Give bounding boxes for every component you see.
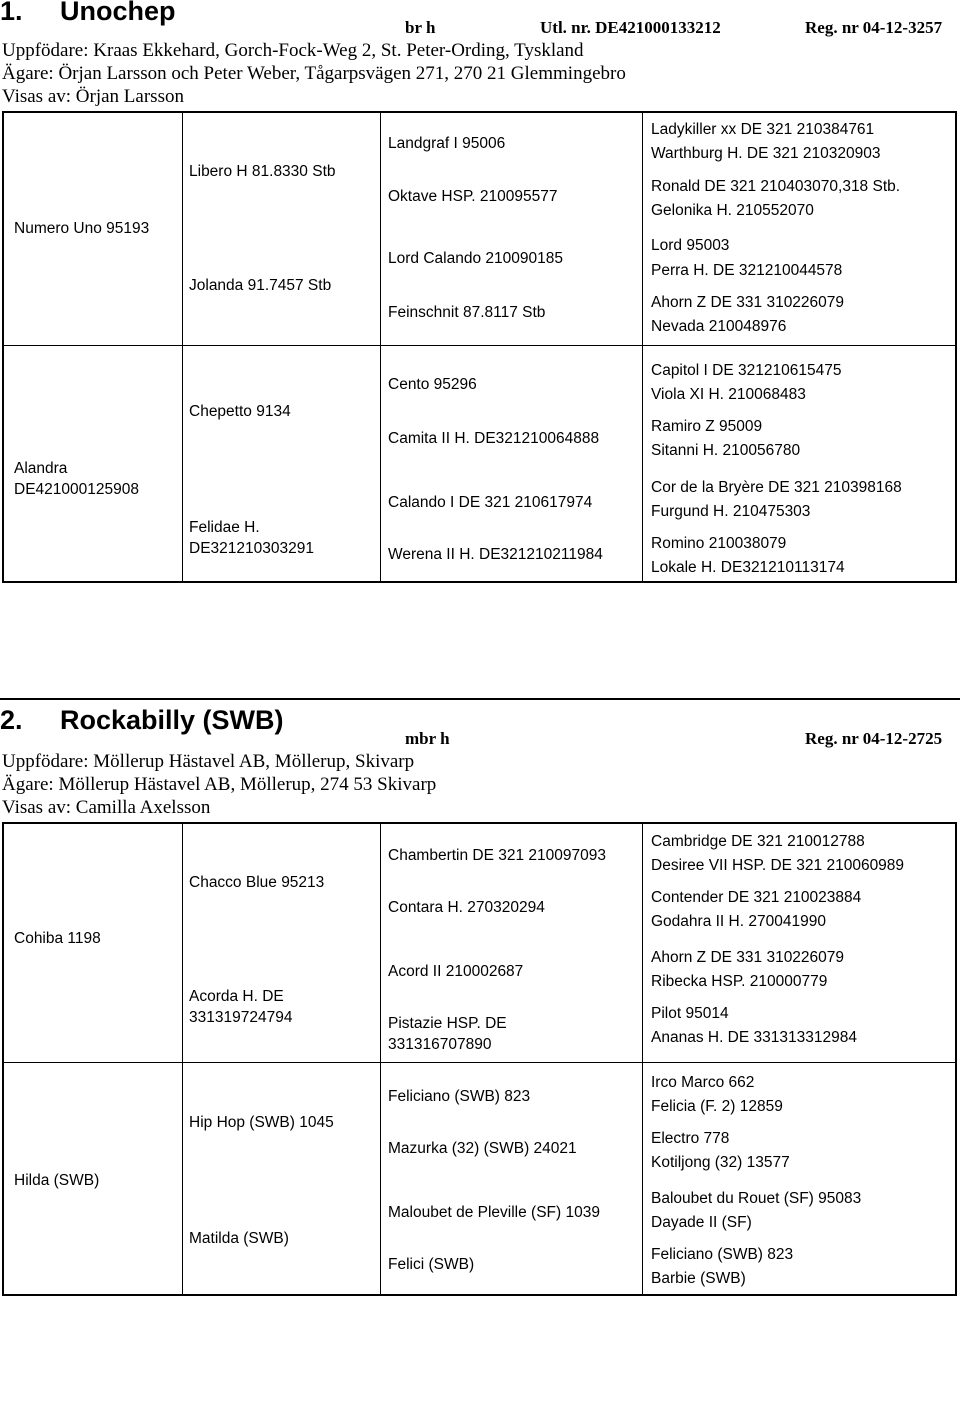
gen3-ancestor: Oktave HSP. 210095577: [388, 188, 558, 205]
gen4-dam: Felicia (F. 2) 12859: [651, 1098, 783, 1115]
sire: Cohiba 1198: [14, 930, 101, 947]
gen3-ancestor: Feliciano (SWB) 823: [388, 1088, 531, 1105]
gen4-dam: Gelonika H. 210552070: [651, 202, 814, 219]
gen3-ancestor: Contara H. 270320294: [388, 899, 545, 916]
breeder-line: Uppfödare: Möllerup Hästavel AB, Möllerup, Skivarp: [2, 751, 415, 772]
horse-color-sex: br h: [405, 18, 436, 37]
gen4-dam: Lokale H. DE321210113174: [651, 559, 845, 576]
sire-sire: Chacco Blue 95213: [189, 874, 325, 891]
gen4-dam: Ribecka HSP. 210000779: [651, 973, 828, 990]
shown-by-line: Visas av: Camilla Axelsson: [2, 797, 211, 818]
gen3-ancestor: Acord II 210002687: [388, 963, 524, 980]
gen4-sire: Contender DE 321 210023884: [651, 889, 862, 906]
gen4-dam: Godahra II H. 270041990: [651, 913, 826, 930]
gen4-sire: Pilot 95014: [651, 1005, 729, 1022]
dam-sire: Chepetto 9134: [189, 403, 291, 420]
horse-name: Rockabilly (SWB): [60, 705, 284, 735]
gen4-dam: Nevada 210048976: [651, 318, 787, 335]
gen3-ancestor: Maloubet de Pleville (SF) 1039: [388, 1204, 600, 1221]
gen3-ancestor: Lord Calando 210090185: [388, 250, 563, 267]
dam-sire: Hip Hop (SWB) 1045: [189, 1114, 334, 1131]
dam-dam: Felidae H. DE321210303291: [189, 519, 314, 557]
pedigree-table: [2, 111, 957, 583]
sire: Numero Uno 95193: [14, 220, 150, 237]
gen4-dam: Sitanni H. 210056780: [651, 442, 801, 459]
gen3-ancestor: Mazurka (32) (SWB) 24021: [388, 1140, 577, 1157]
gen4-sire: Romino 210038079: [651, 535, 787, 552]
gen4-sire: Ahorn Z DE 331 310226079: [651, 294, 845, 311]
horse-name: Unochep: [60, 0, 176, 26]
gen4-sire: Ramiro Z 95009: [651, 418, 763, 435]
gen4-sire: Cambridge DE 321 210012788: [651, 833, 865, 850]
dam: Alandra DE421000125908: [14, 460, 139, 498]
gen4-sire: Irco Marco 662: [651, 1074, 755, 1091]
gen4-sire: Ronald DE 321 210403070,318 Stb.: [651, 178, 901, 195]
shown-by-line: Visas av: Örjan Larsson: [2, 86, 184, 107]
pedigree-table: [2, 822, 957, 1296]
gen3-ancestor: Camita II H. DE321210064888: [388, 430, 600, 447]
gen3-ancestor: Werena II H. DE321210211984: [388, 546, 603, 563]
breeder-line: Uppfödare: Kraas Ekkehard, Gorch-Fock-Weg 2, St. Peter-Ording, Tyskland: [2, 40, 584, 61]
owner-line: Ägare: Möllerup Hästavel AB, Möllerup, 274 53 Skivarp: [2, 774, 437, 795]
horse-color-sex: mbr h: [405, 729, 450, 748]
gen4-sire: Electro 778: [651, 1130, 730, 1147]
registration-number: Reg. nr 04-12-3257: [805, 18, 943, 37]
entry-number: 2.: [0, 705, 23, 735]
gen3-ancestor: Felici (SWB): [388, 1256, 475, 1273]
gen4-sire: Feliciano (SWB) 823: [651, 1246, 794, 1263]
gen4-dam: Dayade II (SF): [651, 1214, 752, 1231]
gen3-ancestor: Landgraf I 95006: [388, 135, 506, 152]
gen4-dam: Warthburg H. DE 321 210320903: [651, 145, 881, 162]
foreign-number: Utl. nr. DE421000133212: [540, 18, 721, 37]
gen4-sire: Ladykiller xx DE 321 210384761: [651, 121, 875, 138]
gen3-ancestor: Pistazie HSP. DE 331316707890: [388, 1015, 507, 1053]
gen4-dam: Viola XI H. 210068483: [651, 386, 806, 403]
gen3-ancestor: Feinschnit 87.8117 Stb: [388, 304, 546, 321]
section-divider: [0, 698, 960, 700]
gen4-dam: Perra H. DE 321210044578: [651, 262, 843, 279]
gen4-dam: Barbie (SWB): [651, 1270, 746, 1287]
gen4-sire: Capitol I DE 321210615475: [651, 362, 842, 379]
gen3-ancestor: Calando I DE 321 210617974: [388, 494, 593, 511]
owner-line: Ägare: Örjan Larsson och Peter Weber, Tågarpsvägen 271, 270 21 Glemmingebro: [2, 63, 626, 84]
sire-sire: Libero H 81.8330 Stb: [189, 163, 336, 180]
gen4-dam: Ananas H. DE 331313312984: [651, 1029, 857, 1046]
gen4-sire: Lord 95003: [651, 237, 730, 254]
dam-dam: Matilda (SWB): [189, 1230, 289, 1247]
registration-number: Reg. nr 04-12-2725: [805, 729, 943, 748]
gen4-dam: Kotiljong (32) 13577: [651, 1154, 790, 1171]
gen4-dam: Desiree VII HSP. DE 321 210060989: [651, 857, 905, 874]
gen4-sire: Ahorn Z DE 331 310226079: [651, 949, 845, 966]
sire-dam: Jolanda 91.7457 Stb: [189, 277, 332, 294]
dam: Hilda (SWB): [14, 1172, 100, 1189]
entry-number: 1.: [0, 0, 23, 26]
gen4-sire: Cor de la Bryère DE 321 210398168: [651, 479, 902, 496]
sire-dam: Acorda H. DE 331319724794: [189, 988, 293, 1026]
gen3-ancestor: Chambertin DE 321 210097093: [388, 847, 607, 864]
gen4-sire: Baloubet du Rouet (SF) 95083: [651, 1190, 862, 1207]
gen4-dam: Furgund H. 210475303: [651, 503, 811, 520]
gen3-ancestor: Cento 95296: [388, 376, 477, 393]
